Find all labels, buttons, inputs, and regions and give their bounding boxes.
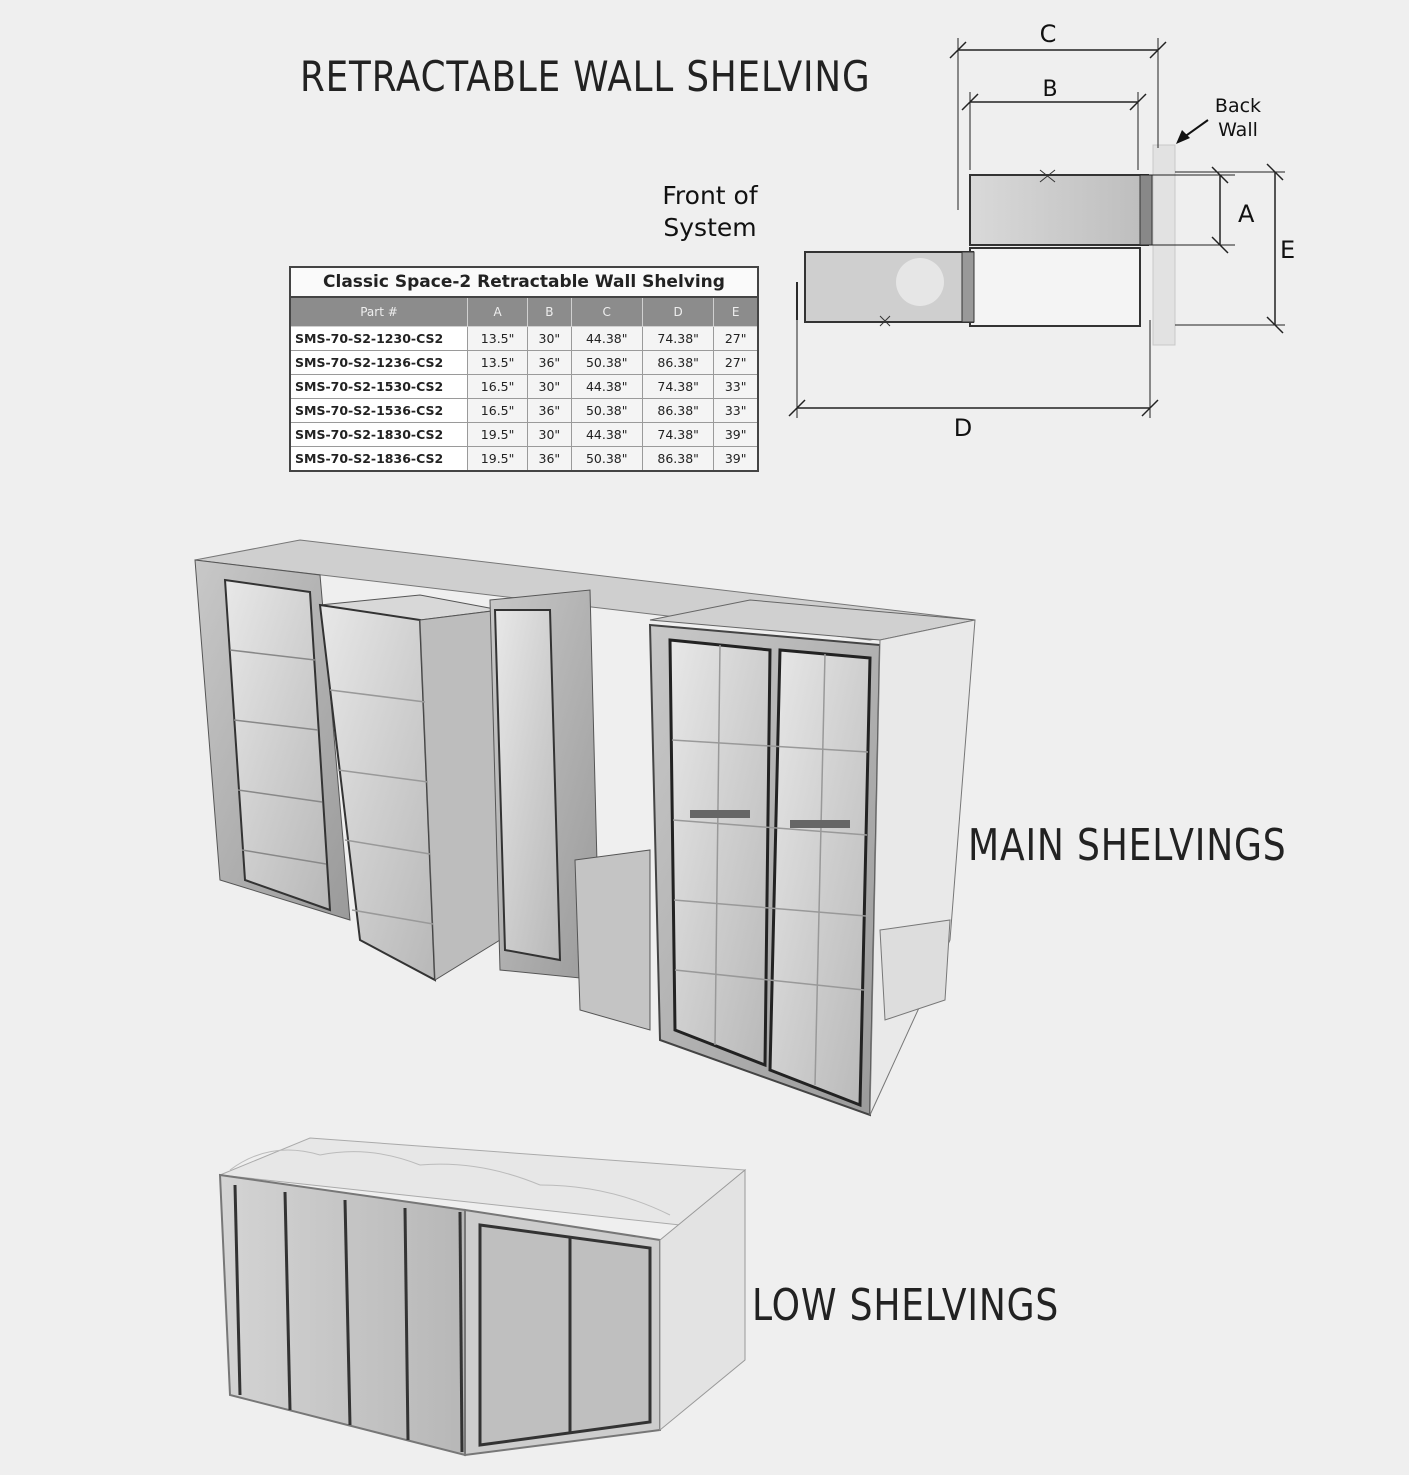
main-shelvings-label: MAIN SHELVINGS bbox=[968, 820, 1287, 871]
fixed-unit-shape bbox=[970, 248, 1140, 326]
front-label-line-1: Front of bbox=[662, 181, 758, 210]
dimension-cell: 13.5" bbox=[468, 351, 528, 375]
header-d: D bbox=[642, 297, 713, 327]
dimension-cell: 74.38" bbox=[642, 423, 713, 447]
dimension-diagram bbox=[780, 20, 1320, 450]
dim-label-e: E bbox=[1280, 236, 1296, 264]
dimension-cell: 13.5" bbox=[468, 327, 528, 351]
part-number-cell: SMS-70-S2-1830-CS2 bbox=[290, 423, 468, 447]
main-shelving-illustration bbox=[190, 520, 980, 1120]
dimension-cell: 50.38" bbox=[571, 447, 642, 472]
table-row bbox=[290, 423, 758, 447]
header-e: E bbox=[714, 297, 758, 327]
dimension-cell: 33" bbox=[714, 399, 758, 423]
dimension-cell: 44.38" bbox=[571, 423, 642, 447]
dim-label-c: C bbox=[1039, 20, 1057, 48]
table-caption: Classic Space-2 Retractable Wall Shelving bbox=[290, 267, 758, 297]
dimension-cell: 27" bbox=[714, 351, 758, 375]
dimension-cell: 30" bbox=[528, 375, 571, 399]
header-part: Part # bbox=[290, 297, 468, 327]
back-wall-label-1: Back bbox=[1214, 95, 1262, 117]
header-b: B bbox=[528, 297, 571, 327]
dimension-cell: 86.38" bbox=[642, 351, 713, 375]
low-shelving-illustration bbox=[210, 1130, 750, 1460]
back-wall-label-2: Wall bbox=[1218, 119, 1258, 141]
dimension-cell: 36" bbox=[528, 351, 571, 375]
dimension-cell: 74.38" bbox=[642, 375, 713, 399]
part-number-cell: SMS-70-S2-1236-CS2 bbox=[290, 351, 468, 375]
page-title: RETRACTABLE WALL SHELVING bbox=[300, 52, 871, 101]
dimension-cell: 86.38" bbox=[642, 447, 713, 472]
part-number-cell: SMS-70-S2-1836-CS2 bbox=[290, 447, 468, 472]
dimension-cell: 74.38" bbox=[642, 327, 713, 351]
front-of-system-label bbox=[655, 180, 765, 244]
dim-label-b: B bbox=[1042, 77, 1058, 102]
dimension-cell: 19.5" bbox=[468, 423, 528, 447]
front-label-line-2: System bbox=[663, 213, 757, 242]
dimension-cell: 44.38" bbox=[571, 327, 642, 351]
table-row bbox=[290, 399, 758, 423]
dimension-cell: 27" bbox=[714, 327, 758, 351]
dimension-cell: 30" bbox=[528, 423, 571, 447]
table-header-row bbox=[290, 297, 758, 327]
dimension-cell: 39" bbox=[714, 447, 758, 472]
low-shelvings-label: LOW SHELVINGS bbox=[752, 1280, 1060, 1331]
table-body bbox=[290, 327, 758, 472]
dimension-cell: 30" bbox=[528, 327, 571, 351]
table-row bbox=[290, 447, 758, 472]
dimension-cell: 50.38" bbox=[571, 351, 642, 375]
dimension-cell: 36" bbox=[528, 399, 571, 423]
dim-label-a: A bbox=[1238, 200, 1255, 228]
table-row bbox=[290, 327, 758, 351]
table-row bbox=[290, 375, 758, 399]
dimension-cell: 50.38" bbox=[571, 399, 642, 423]
dimension-cell: 44.38" bbox=[571, 375, 642, 399]
dimension-cell: 16.5" bbox=[468, 375, 528, 399]
rear-unit-end bbox=[1140, 175, 1152, 245]
dim-label-d: D bbox=[953, 414, 973, 442]
dimension-cell: 33" bbox=[714, 375, 758, 399]
dimension-cell: 19.5" bbox=[468, 447, 528, 472]
dimension-cell: 16.5" bbox=[468, 399, 528, 423]
rear-unit-shape bbox=[970, 175, 1148, 245]
part-number-cell: SMS-70-S2-1536-CS2 bbox=[290, 399, 468, 423]
part-number-cell: SMS-70-S2-1530-CS2 bbox=[290, 375, 468, 399]
spec-table bbox=[289, 266, 759, 472]
header-a: A bbox=[468, 297, 528, 327]
header-c: C bbox=[571, 297, 642, 327]
dimension-cell: 36" bbox=[528, 447, 571, 472]
table-row bbox=[290, 351, 758, 375]
dimension-cell: 39" bbox=[714, 423, 758, 447]
dimension-cell: 86.38" bbox=[642, 399, 713, 423]
part-number-cell: SMS-70-S2-1230-CS2 bbox=[290, 327, 468, 351]
front-unit-shape bbox=[805, 252, 973, 322]
